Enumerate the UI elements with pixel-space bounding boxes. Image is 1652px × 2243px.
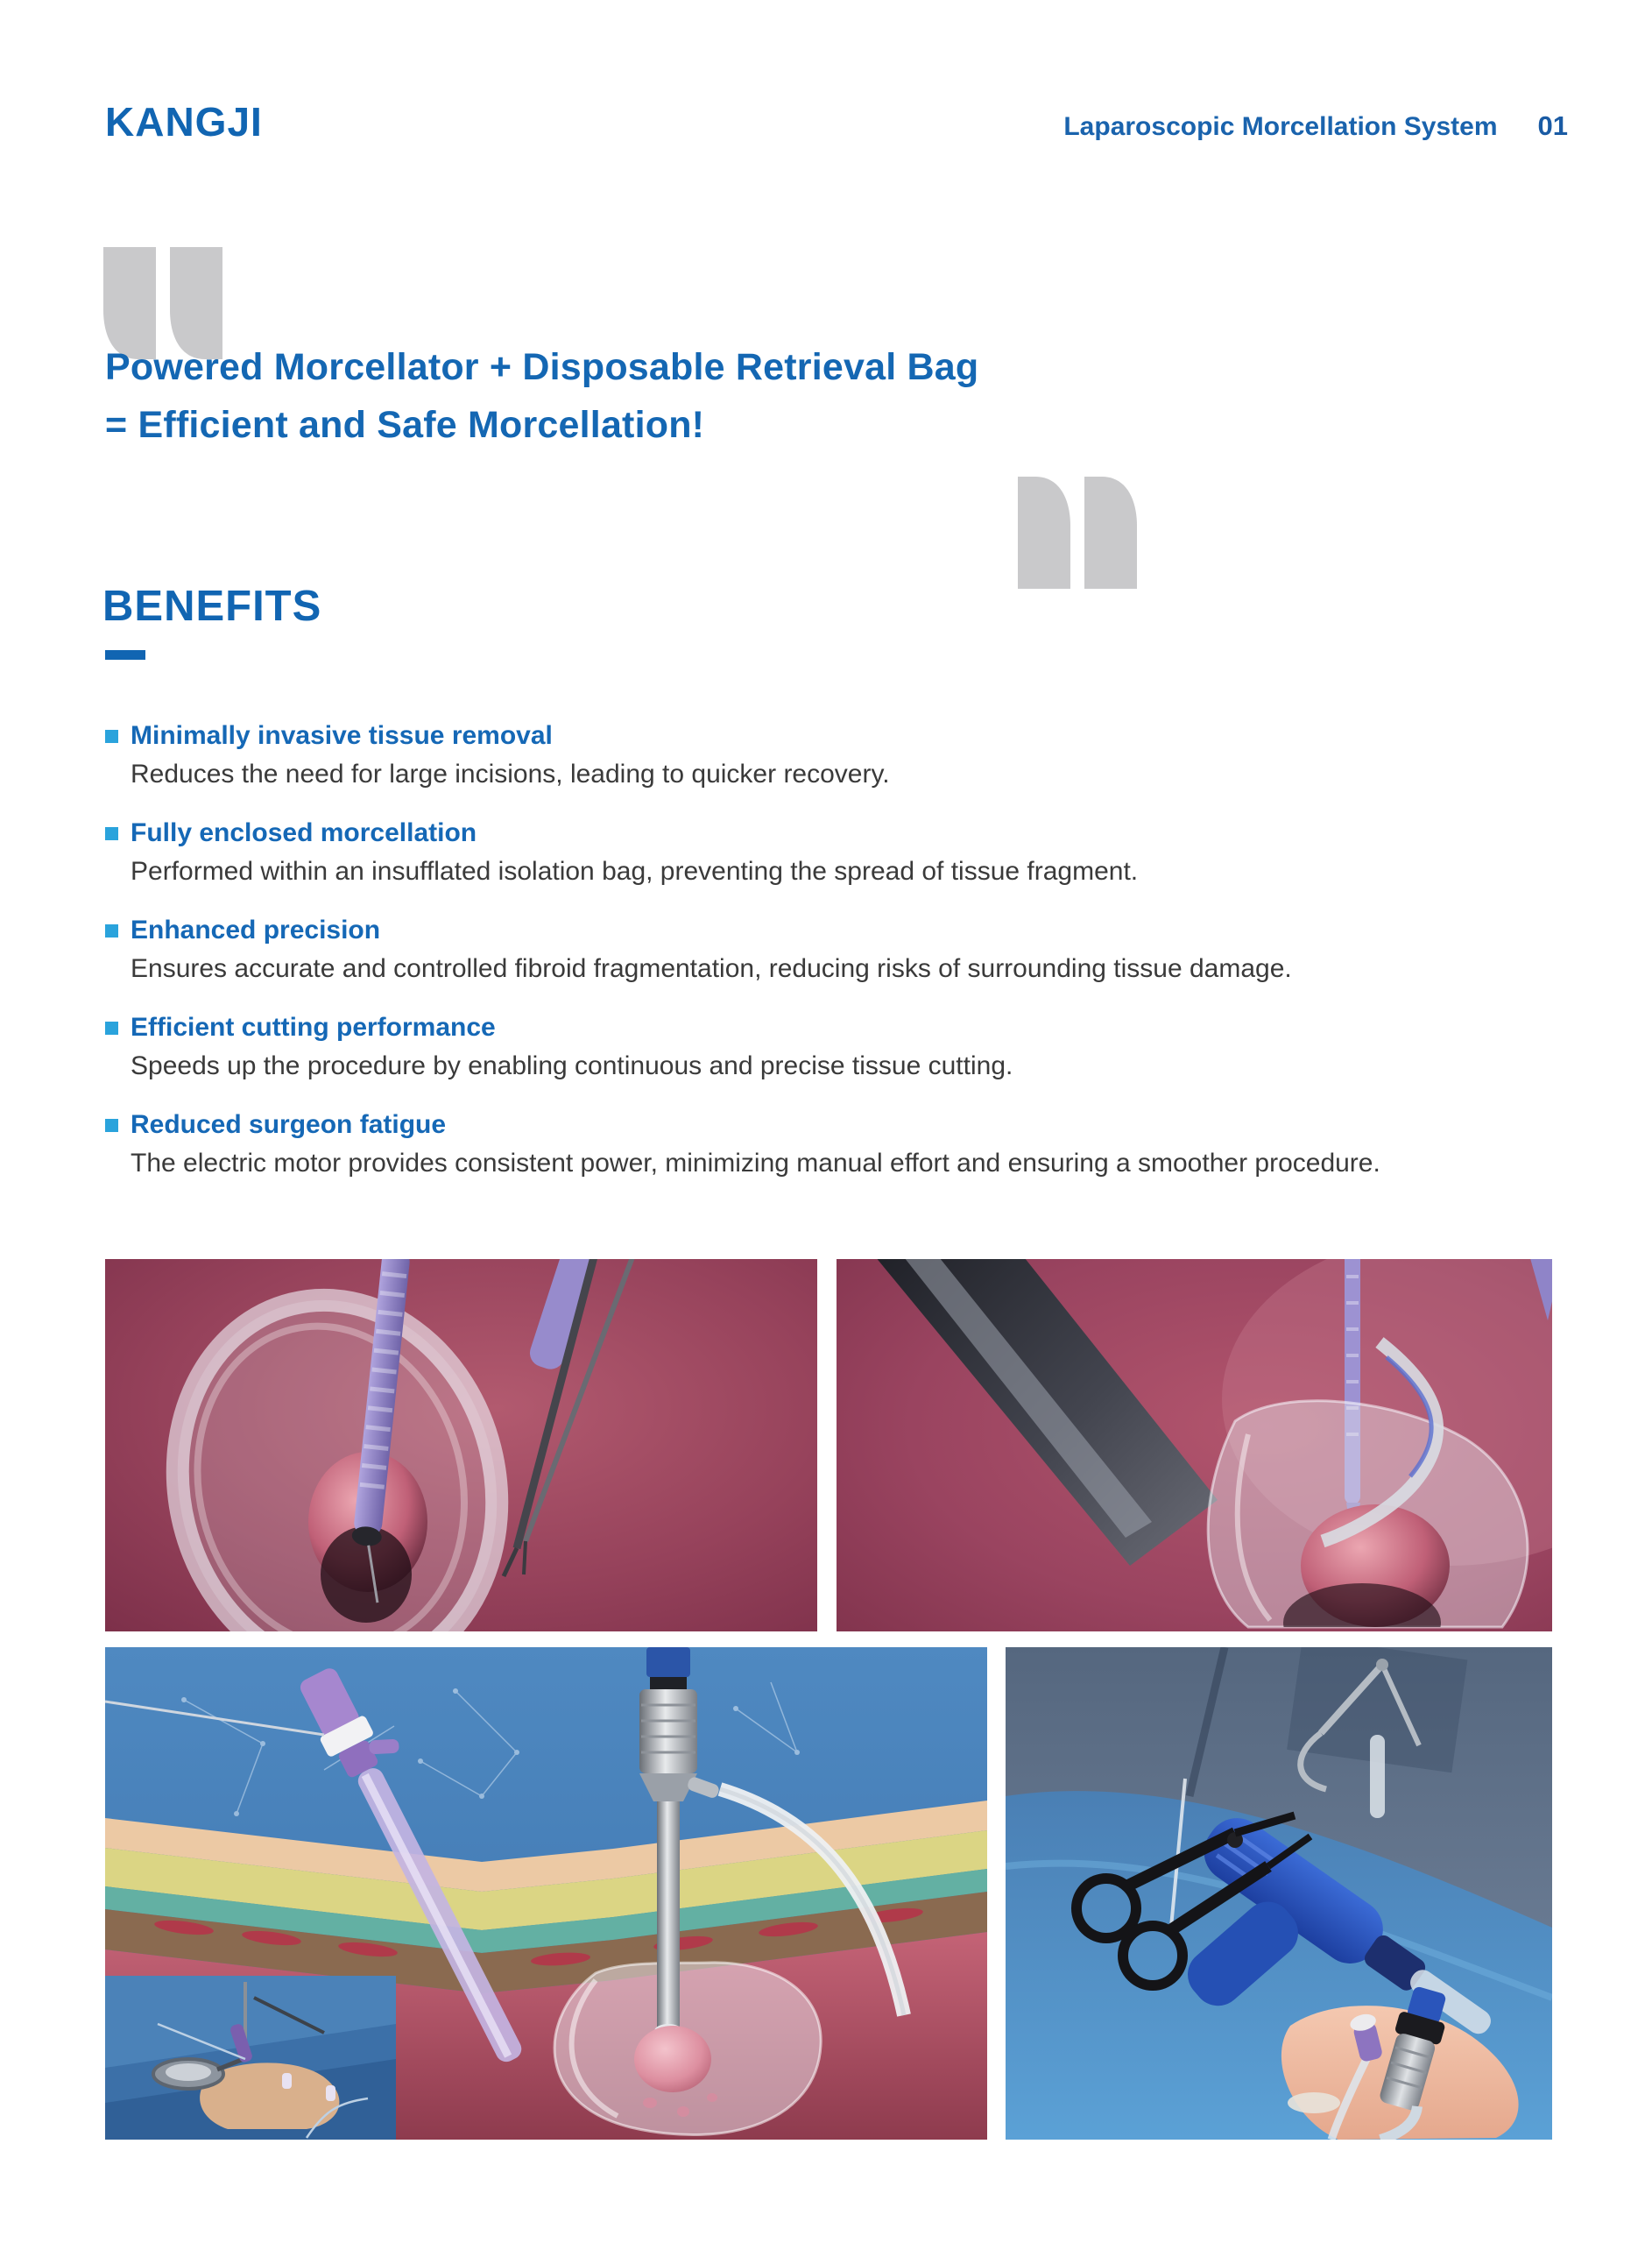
tissue-in-bag xyxy=(634,2026,711,2092)
benefit-title: Efficient cutting performance xyxy=(131,1013,496,1042)
headline-line-1: Powered Morcellator + Disposable Retrieval Bag xyxy=(105,346,979,388)
benefit-description: Ensures accurate and controlled fibroid fragmentation, reducing risks of surrounding tissue damage. xyxy=(131,954,1292,983)
foam-ring xyxy=(1288,2092,1340,2113)
square-bullet-icon xyxy=(105,730,118,743)
benefit-item xyxy=(105,717,1559,794)
square-bullet-icon xyxy=(105,1119,118,1132)
close-quote-icon xyxy=(1014,475,1137,589)
benefit-description: Performed within an insufflated isolation bag, preventing the spread of tissue fragment. xyxy=(131,857,1139,886)
kangji-logo: KANGJI xyxy=(105,99,263,145)
benefit-item xyxy=(105,814,1559,891)
figure-bag-opening-in-abdomen xyxy=(105,1259,817,1631)
benefit-description: Reduces the need for large incisions, leading to quicker recovery. xyxy=(131,760,890,789)
inset-overview-image xyxy=(105,1976,396,2140)
benefit-description: The electric motor provides consistent power, minimizing manual effort and ensuring a smoother procedure. xyxy=(131,1149,1380,1178)
square-bullet-icon xyxy=(105,924,118,938)
benefit-item xyxy=(105,1008,1559,1086)
benefit-title: Minimally invasive tissue removal xyxy=(131,721,553,750)
benefit-title: Fully enclosed morcellation xyxy=(131,818,477,847)
square-bullet-icon xyxy=(105,1022,118,1035)
page-number: 01 xyxy=(1537,110,1568,141)
figure-wall-cross-section xyxy=(105,1647,987,2140)
benefit-item xyxy=(105,1106,1559,1183)
benefit-item xyxy=(105,911,1559,988)
benefit-title: Enhanced precision xyxy=(131,916,381,945)
square-bullet-icon xyxy=(105,827,118,840)
headline-line-2: = Efficient and Safe Morcellation! xyxy=(105,404,705,446)
figure-morcellator-handpiece xyxy=(1006,1647,1552,2140)
benefit-description: Speeds up the procedure by enabling continuous and precise tissue cutting. xyxy=(131,1051,1013,1080)
header-title: Laparoscopic Morcellation System xyxy=(1063,112,1498,141)
benefit-title: Reduced surgeon fatigue xyxy=(131,1110,447,1139)
benefits-underline xyxy=(105,650,145,660)
benefits-list xyxy=(105,717,1559,1203)
clear-shaft-upper xyxy=(1370,1735,1385,1818)
header xyxy=(1063,110,1568,142)
headline xyxy=(105,338,978,454)
figure-scope-and-bag xyxy=(837,1259,1552,1631)
benefits-heading: BENEFITS xyxy=(102,583,322,630)
